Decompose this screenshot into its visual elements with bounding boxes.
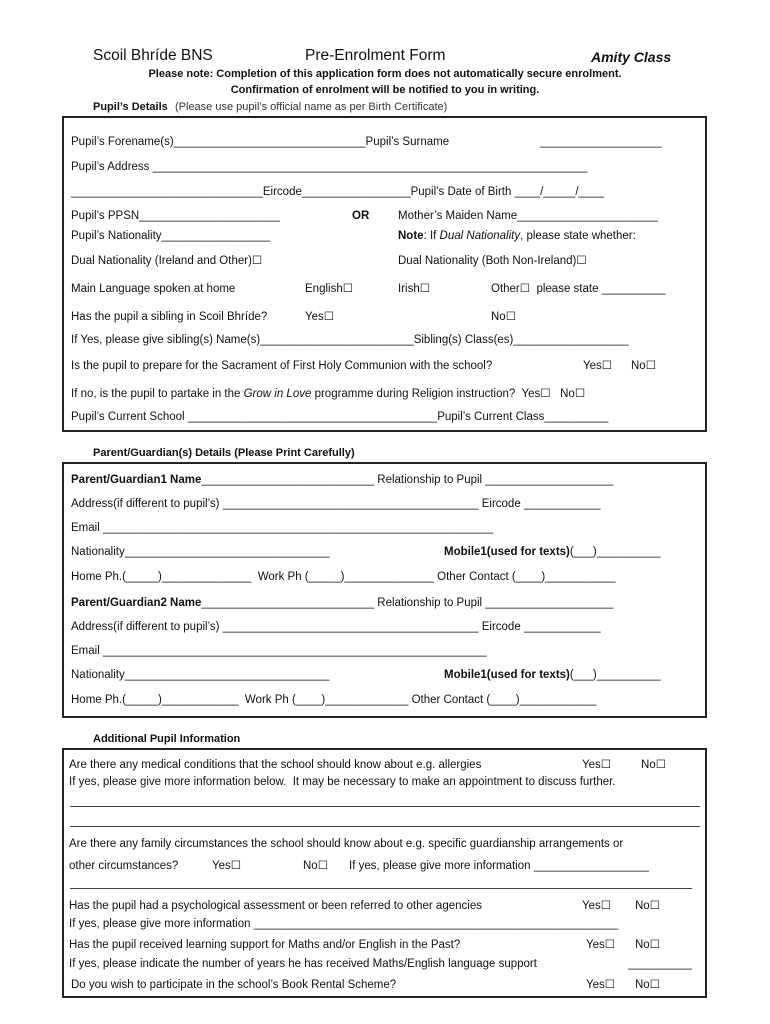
book-rental-no-checkbox[interactable]: No☐ xyxy=(635,979,661,991)
medical-question: Are there any medical conditions that the school should know about e.g. allergies xyxy=(69,759,482,771)
medical-yes-checkbox[interactable]: Yes☐ xyxy=(582,759,612,771)
grow-post: programme during Religion instruction? Yes☐ No☐ xyxy=(311,388,586,400)
psych-yes-checkbox[interactable]: Yes☐ xyxy=(582,900,612,912)
or-label: OR xyxy=(352,210,370,222)
parent2-email-field[interactable]: Email ____________________________________________________________ xyxy=(71,645,487,657)
parent2-name-label: Parent/Guardian2 Name xyxy=(71,597,202,609)
enrolment-note: Please note: Completion of this application form does not automatically secure enrolment. xyxy=(148,68,622,80)
dual-non-ireland-checkbox[interactable]: Dual Nationality (Both Non-Ireland)☐ xyxy=(398,255,587,267)
note-label: Note xyxy=(398,230,424,242)
other-language-field[interactable]: Other☐ please state __________ xyxy=(491,283,666,295)
main-language-label: Main Language spoken at home xyxy=(71,283,236,295)
school-name: Scoil Bhríde BNS xyxy=(93,47,213,64)
book-rental-question: Do you wish to participate in the school’s Book Rental Scheme? xyxy=(71,979,397,991)
medical-no-checkbox[interactable]: No☐ xyxy=(641,759,667,771)
circumstances-answer-line[interactable] xyxy=(70,888,692,889)
parent2-nationality-field[interactable]: Nationality________________________________ xyxy=(71,669,330,681)
note-text-2: , please state whether: xyxy=(520,230,636,242)
communion-question: Is the pupil to prepare for the Sacrament of First Holy Communion with the school? xyxy=(71,360,493,372)
medical-answer-line-2[interactable] xyxy=(70,826,700,827)
pupil-forename-field[interactable]: Pupil’s Forename(s)______________________________Pupil’s Surname xyxy=(71,136,450,148)
support-years-field[interactable]: __________ xyxy=(628,958,692,970)
circumstances-no-checkbox[interactable]: No☐ xyxy=(303,860,329,872)
class-name: Amity Class xyxy=(591,49,672,65)
dual-nationality-note xyxy=(398,229,636,243)
medical-answer-line-1[interactable] xyxy=(70,806,700,807)
other-circumstances-label: other circumstances? xyxy=(69,860,179,872)
parent1-nationality-field[interactable]: Nationality________________________________ xyxy=(71,546,330,558)
sibling-names-field[interactable]: If Yes, please give sibling(s) Name(s)________________________Sibling(s) Class(es)__________________ xyxy=(71,334,629,346)
pupil-eircode-dob-row[interactable]: ______________________________Eircode_________________Pupil’s Date of Birth ____/_____/____ xyxy=(71,186,605,198)
parent1-name-label: Parent/Guardian1 Name xyxy=(71,474,202,486)
book-rental-yes-checkbox[interactable]: Yes☐ xyxy=(586,979,616,991)
circumstances-more-info[interactable]: If yes, please give more information __________________ xyxy=(349,860,649,872)
pupil-surname-field[interactable]: ___________________ xyxy=(540,136,662,148)
parents-section-title: Parent/Guardian(s) Details (Please Print Carefully) xyxy=(93,447,355,459)
medical-more-info: If yes, please give more information below. It may be necessary to make an appointment to discuss further. xyxy=(69,776,616,788)
note-text-1: : If xyxy=(423,230,440,242)
parent2-mobile-rest: (___)__________ xyxy=(569,669,661,681)
note-text-dual: Dual Nationality xyxy=(439,230,521,242)
sibling-yes-checkbox[interactable]: Yes☐ xyxy=(305,311,335,323)
parent1-address-field[interactable]: Address(if different to pupil’s) ________________________________________ Eircode ____________ xyxy=(71,498,601,510)
grow-pre: If no, is the pupil to partake in the xyxy=(71,388,244,400)
parent1-name-field[interactable] xyxy=(71,473,613,487)
current-school-field[interactable]: Pupil’s Current School _______________________________________Pupil’s Current Class__________ xyxy=(71,411,609,423)
pupil-section-subtitle: (Please use pupil’s official name as per Birth Certificate) xyxy=(175,101,448,113)
parent1-mobile-label: Mobile1(used for texts) xyxy=(444,546,570,558)
support-yes-checkbox[interactable]: Yes☐ xyxy=(586,939,616,951)
support-no-checkbox[interactable]: No☐ xyxy=(635,939,661,951)
additional-section-title: Additional Pupil Information xyxy=(93,733,241,745)
grow-in-love-title: Grow in Love xyxy=(243,388,312,400)
psych-more-info[interactable]: If yes, please give more information _________________________________________________________ xyxy=(69,918,619,930)
pupil-address-field[interactable]: Pupil’s Address ____________________________________________________________________ xyxy=(71,161,588,173)
sibling-question: Has the pupil a sibling in Scoil Bhríde? xyxy=(71,311,268,323)
english-checkbox[interactable]: English☐ xyxy=(305,283,354,295)
communion-yes-checkbox[interactable]: Yes☐ xyxy=(583,360,613,372)
family-circumstances-question: Are there any family circumstances the school should know about e.g. specific guardianship arrangements or xyxy=(69,838,624,850)
learning-support-question: Has the pupil received learning support for Maths and/or English in the Past? xyxy=(69,939,461,951)
mothers-maiden-name-field[interactable]: Mother’s Maiden Name______________________ xyxy=(398,210,658,222)
parent1-mobile-field[interactable] xyxy=(444,545,661,559)
pupil-section-title: Pupil’s Details xyxy=(93,101,168,113)
support-years-question: If yes, please indicate the number of years he has received Maths/English language support xyxy=(69,958,537,970)
parent2-address-field[interactable]: Address(if different to pupil’s) ________________________________________ Eircode ____________ xyxy=(71,621,601,633)
parent2-phones-row[interactable]: Home Ph.(_____)____________ Work Ph (____)_____________ Other Contact (____)____________ xyxy=(71,694,597,706)
parent2-mobile-field[interactable] xyxy=(444,668,661,682)
parent2-name-field[interactable] xyxy=(71,596,613,610)
parent2-name-rest: ___________________________ Relationship to Pupil ____________________ xyxy=(201,597,614,609)
psych-assessment-question: Has the pupil had a psychological assessment or been referred to other agencies xyxy=(69,900,482,912)
confirmation-note: Confirmation of enrolment will be notified to you in writing. xyxy=(230,84,540,96)
dual-ireland-checkbox[interactable]: Dual Nationality (Ireland and Other)☐ xyxy=(71,255,263,267)
grow-in-love-question[interactable] xyxy=(71,387,585,401)
pupil-nationality-field[interactable]: Pupil’s Nationality_________________ xyxy=(71,230,271,242)
pupil-ppsn-field[interactable]: Pupil’s PPSN______________________ xyxy=(71,210,280,222)
parent1-email-field[interactable]: Email _____________________________________________________________ xyxy=(71,522,494,534)
parent2-mobile-label: Mobile1(used for texts) xyxy=(444,669,570,681)
psych-no-checkbox[interactable]: No☐ xyxy=(635,900,661,912)
form-title: Pre-Enrolment Form xyxy=(305,47,446,64)
parent1-mobile-rest: (___)__________ xyxy=(569,546,661,558)
circumstances-yes-checkbox[interactable]: Yes☐ xyxy=(212,860,242,872)
communion-no-checkbox[interactable]: No☐ xyxy=(631,360,657,372)
sibling-no-checkbox[interactable]: No☐ xyxy=(491,311,517,323)
irish-checkbox[interactable]: Irish☐ xyxy=(398,283,431,295)
parent1-phones-row[interactable]: Home Ph.(_____)______________ Work Ph (_____)______________ Other Contact (____)___________ xyxy=(71,571,616,583)
parent1-name-rest: ___________________________ Relationship to Pupil ____________________ xyxy=(201,474,614,486)
